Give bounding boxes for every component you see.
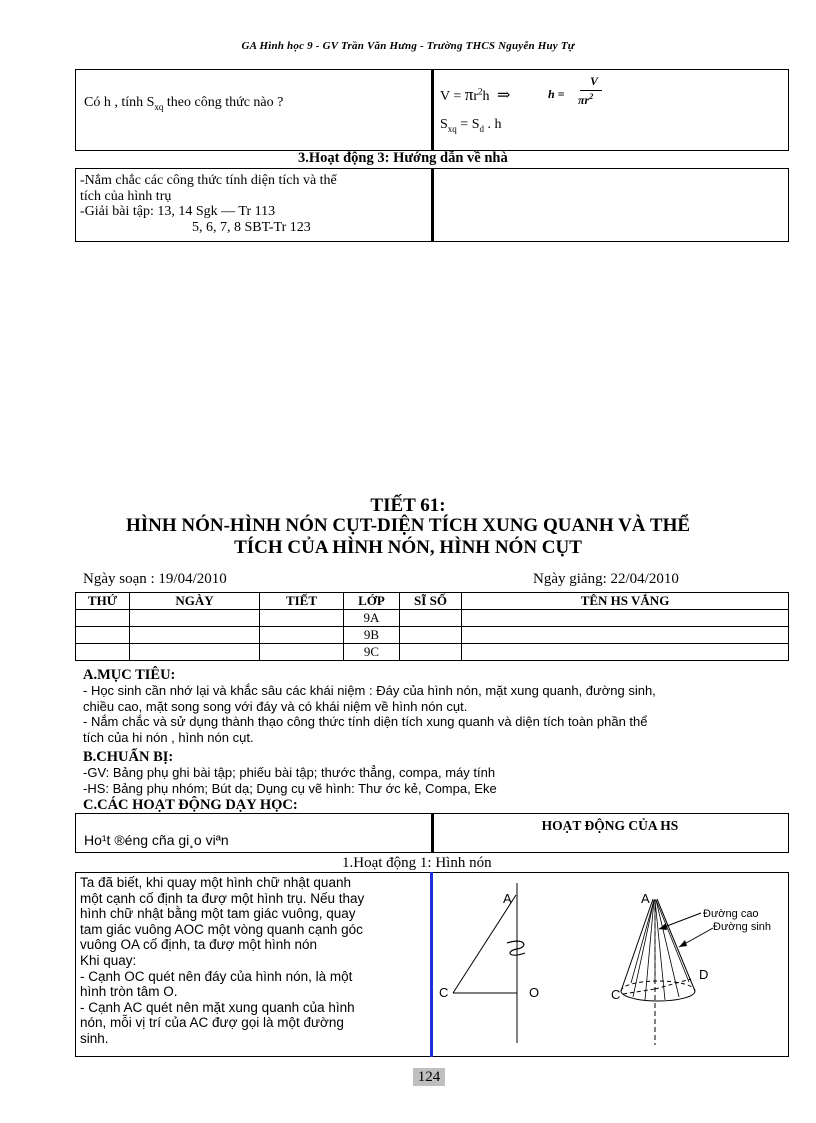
section-a-title: A.MỤC TIÊU: bbox=[83, 667, 176, 683]
activity3-heading: 3.Hoạt động 3: Hướng dẫn về nhà bbox=[298, 150, 508, 166]
activity3-content: -Nắm chắc các công thức tính diện tích và thể tích của hình trụ -Giải bài tập: 13, 14 Sgk — Tr 113 5, 6, 7, 8 SBT-Tr 123 bbox=[80, 173, 337, 235]
label-c1: C bbox=[439, 985, 449, 1000]
attendance-header-row bbox=[76, 593, 789, 610]
col-ngay: NGÀY bbox=[130, 593, 260, 610]
pointer-height-arrow bbox=[659, 923, 667, 930]
volume-formula: $V = \pi r^2h$ ⇒ bbox=[440, 85, 511, 104]
cone-base-back bbox=[621, 981, 695, 991]
class-9a: 9A bbox=[344, 610, 400, 627]
col-si-so: SĨ SỐ bbox=[400, 593, 462, 610]
page-number: 124 bbox=[413, 1068, 445, 1086]
activity1-heading: 1.Hoạt động 1: Hình nón bbox=[342, 855, 492, 871]
label-d2: D bbox=[699, 967, 709, 982]
cone-radius-oc bbox=[623, 989, 655, 994]
col-thu: THỨ bbox=[76, 593, 130, 610]
table-row bbox=[76, 627, 789, 644]
section-b-content: -GV: Bảng phụ ghi bài tập; phiếu bài tập; thước thẳng, compa, máy tính -HS: Bảng phụ nhóm; Bút dạ; Dụng cụ vẽ hình: Thư ớc kẻ, Compa, Eke bbox=[83, 765, 497, 796]
col-teacher-activity: Ho¹t ®éng cña gi¸o viªn bbox=[84, 832, 229, 848]
attendance-table bbox=[75, 592, 789, 661]
pointer-generatrix-arrow bbox=[679, 940, 687, 947]
generatrix-lines bbox=[631, 900, 689, 1000]
date-taught: Ngày giảng: 22/04/2010 bbox=[533, 571, 679, 587]
col-lop: LỚP bbox=[344, 593, 400, 610]
label-a1: A bbox=[503, 891, 512, 906]
label-o1: O bbox=[529, 985, 540, 1000]
col-ten-hs-vang: TÊN HS VẮNG bbox=[462, 593, 789, 610]
section-a-content: - Học sinh cần nhớ lại và khắc sâu các khái niệm : Đáy của hình nón, mặt xung quanh, đường sinh, chiều cao, mặt song song với đáy và có khái niệm về hình nón cụt. - Nắm chắc và sử dụng thành thạo công thức tính diện tích xung quanh và diện tích toàn phần thể tích của hi nón , hình nón cụt. bbox=[83, 683, 656, 745]
table-row bbox=[76, 644, 789, 661]
section-c-title: C.CÁC HOẠT ĐỘNG DẠY HỌC: bbox=[83, 797, 298, 813]
col-tiet: TIẾT bbox=[260, 593, 344, 610]
label-duong-sinh: Đường sinh bbox=[713, 921, 771, 933]
label-duong-cao: Đường cao bbox=[703, 908, 759, 920]
col-student-activity: HOẠT ĐỘNG CỦA HS bbox=[541, 818, 679, 833]
activity1-content: Ta đã biết, khi quay một hình chữ nhật quanh một cạnh cố định ta đượ một hình trụ. Nếu thay hình chữ nhật bằng một tam giác vuông, quay tam giác vuông AOC một vòng quanh cạnh góc vuông OA cố định, ta đượ một hình nón Khi quay: - Cạnh OC quét nên đáy của hình nón, là một hình tròn tâm O. - Cạnh AC quét nên mặt xung quanh của hình nón, mỗi vị trí của AC đượ gọi là một đường sinh. bbox=[80, 875, 365, 1046]
label-c2: C bbox=[611, 987, 621, 1002]
triangle-hypotenuse bbox=[453, 895, 516, 993]
sxq-formula: $S_{xq} = S_d$ . h bbox=[440, 117, 502, 134]
section-b-title: B.CHUẨN BỊ: bbox=[83, 749, 174, 765]
cone-figure bbox=[433, 873, 787, 1055]
class-9b: 9B bbox=[344, 627, 400, 644]
lesson-title-line2: TÍCH CỦA HÌNH NÓN, HÌNH NÓN CỤT bbox=[234, 537, 582, 558]
page-header: GA Hình học 9 - GV Trần Văn Hưng - Trường THCS Nguyễn Huy Tự bbox=[241, 40, 575, 52]
lesson-title-line1: HÌNH NÓN-HÌNH NÓN CỤT-DIỆN TÍCH XUNG QUANH VÀ THỂ bbox=[125, 515, 691, 536]
date-prepared: Ngày soạn : 19/04/2010 bbox=[83, 571, 227, 587]
rotation-arrow bbox=[507, 941, 525, 955]
top-table-divider bbox=[431, 69, 434, 150]
table-row bbox=[76, 610, 789, 627]
lesson-number: TIẾT 61: bbox=[370, 495, 446, 516]
question-text: Có h , tính $S_{xq}$ theo công thức nào ? bbox=[84, 95, 284, 112]
activity3-divider bbox=[431, 168, 434, 242]
label-a2: A bbox=[641, 891, 650, 906]
class-9c: 9C bbox=[344, 644, 400, 661]
cone-radius-od bbox=[655, 979, 691, 989]
